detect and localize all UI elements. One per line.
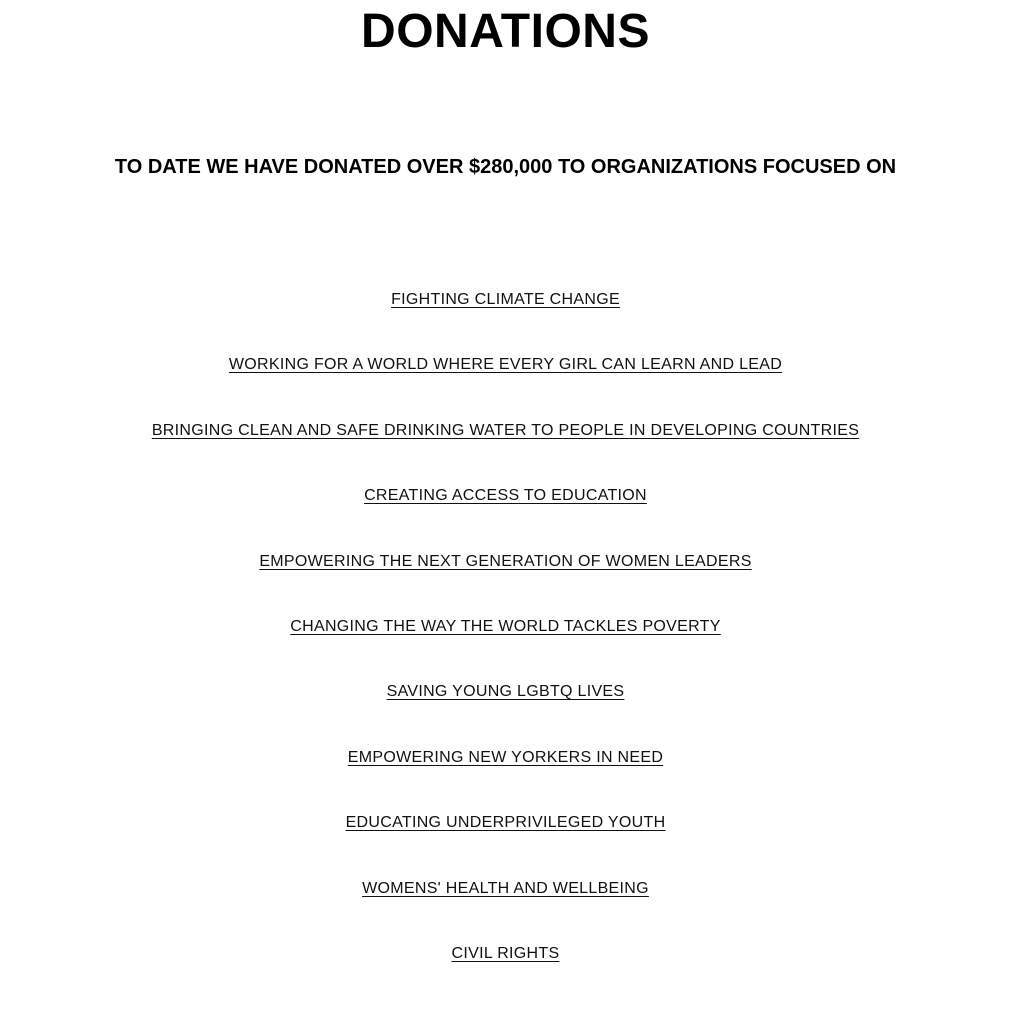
donation-summary: TO DATE WE HAVE DONATED OVER $280,000 TO ORGANIZATIONS FOCUSED ON bbox=[114, 156, 897, 178]
cause-link-womens-health[interactable]: WOMENS' HEALTH AND WELLBEING bbox=[362, 879, 649, 897]
cause-link-fighting-climate-change[interactable]: FIGHTING CLIMATE CHANGE bbox=[391, 291, 620, 308]
list-item bbox=[0, 681, 1011, 746]
list-item bbox=[0, 289, 1011, 354]
cause-link-women-leaders[interactable]: EMPOWERING THE NEXT GENERATION OF WOMEN LEADERS bbox=[259, 552, 752, 570]
list-item bbox=[0, 485, 1011, 550]
cause-link-civil-rights[interactable]: CIVIL RIGHTS bbox=[451, 944, 560, 962]
cause-link-access-to-education[interactable]: CREATING ACCESS TO EDUCATION bbox=[364, 487, 647, 505]
list-item bbox=[0, 616, 1011, 681]
list-item bbox=[0, 878, 1011, 943]
cause-link-clean-drinking-water[interactable]: BRINGING CLEAN AND SAFE DRINKING WATER TO PEOPLE IN DEVELOPING COUNTRIES bbox=[151, 421, 860, 439]
list-item bbox=[0, 747, 1011, 812]
list-item bbox=[0, 354, 1011, 419]
cause-link-lgbtq-lives[interactable]: SAVING YOUNG LGBTQ LIVES bbox=[386, 683, 625, 701]
list-item bbox=[0, 812, 1011, 877]
cause-link-tackles-poverty[interactable]: CHANGING THE WAY THE WORLD TACKLES POVERTY bbox=[290, 617, 721, 635]
cause-link-underprivileged-youth[interactable]: EDUCATING UNDERPRIVILEGED YOUTH bbox=[345, 814, 666, 832]
list-item bbox=[0, 420, 1011, 485]
list-item bbox=[0, 551, 1011, 616]
page-title: DONATIONS bbox=[361, 5, 650, 58]
cause-link-new-yorkers-in-need[interactable]: EMPOWERING NEW YORKERS IN NEED bbox=[347, 748, 664, 766]
cause-link-every-girl-learn-lead[interactable]: WORKING FOR A WORLD WHERE EVERY GIRL CAN LEARN AND LEAD bbox=[228, 356, 783, 374]
cause-list bbox=[0, 289, 1011, 1008]
list-item bbox=[0, 943, 1011, 1008]
